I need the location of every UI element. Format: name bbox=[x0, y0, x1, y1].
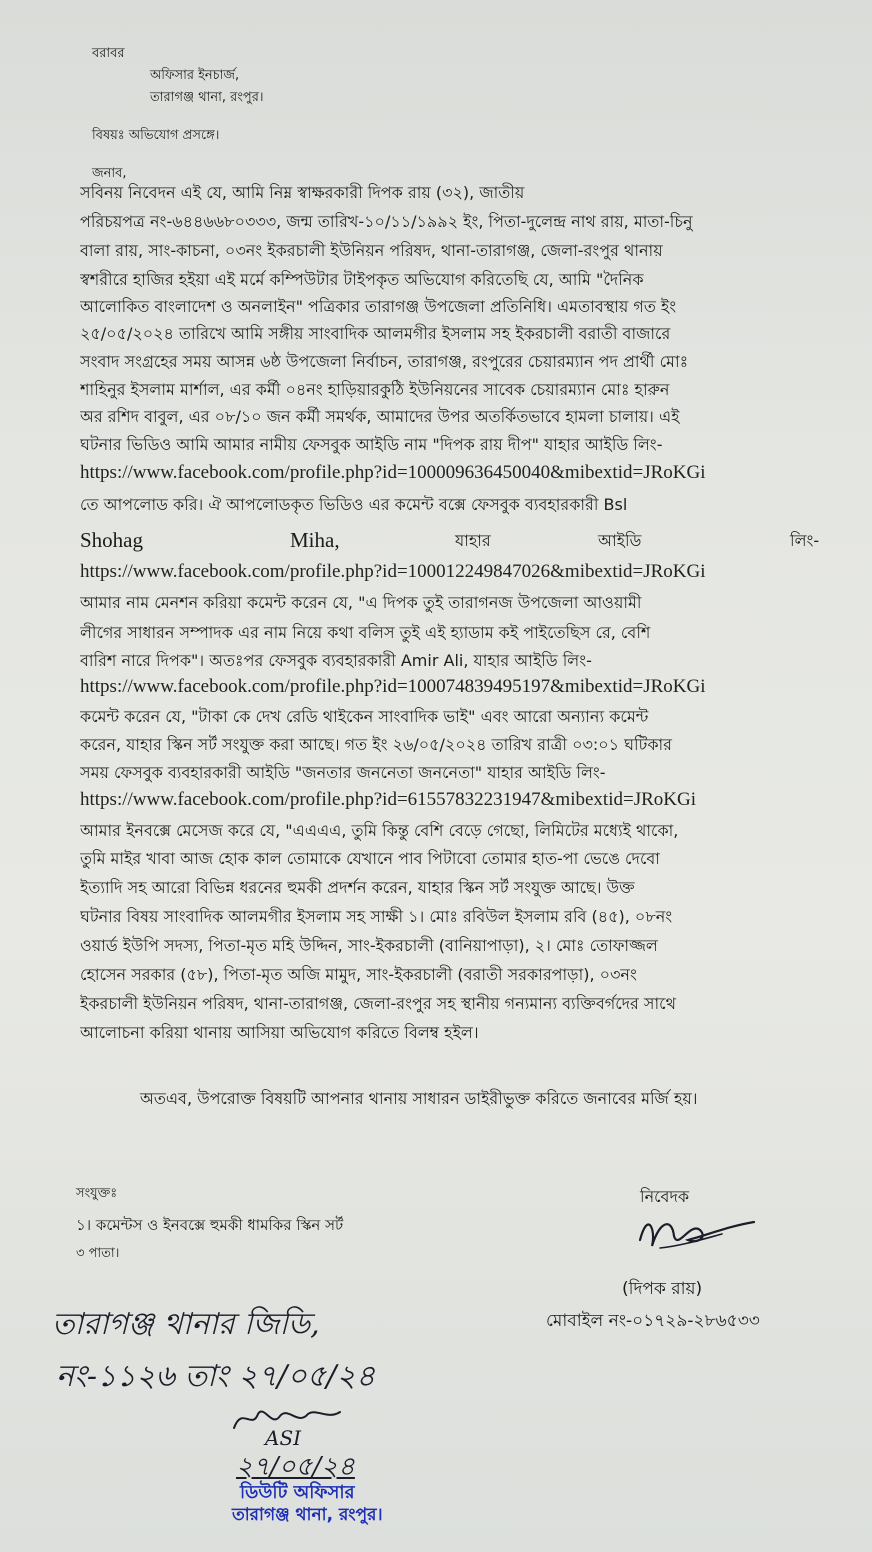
body-line: আলোচনা করিয়া থানায় আসিয়া অভিযোগ করিতে বিলম্ব হইল। bbox=[80, 1023, 479, 1042]
body-line: ঘটনার বিষয় সাংবাদিক আলমগীর ইসলাম সহ সাক্ষী ১। মোঃ রবিউল ইসলাম রবি (৪৫), ০৮নং bbox=[80, 907, 673, 926]
body-line: স্বশরীরে হাজির হইয়া এই মর্মে কম্পিউটার টাইপকৃত অভিযোগ করিতেছি যে, আমি "দৈনিক bbox=[80, 270, 644, 289]
body-word: যাহার bbox=[455, 531, 491, 550]
stamp-line2: তারাগঞ্জ থানা, রংপুর। bbox=[232, 1505, 383, 1525]
attachment-pages: ৩ পাতা। bbox=[76, 1246, 120, 1261]
body-line: পরিচয়পত্র নং-৬৪৪৬৬৮০৩৩৩, জন্ম তারিখ-১০/১১/১৯৯২ ইং, পিতা-দুলেন্দ্র নাথ রায়, মাতা-চিনু bbox=[80, 212, 693, 231]
mobile-number: মোবাইল নং-০১৭২৯-২৮৬৫৩৩ bbox=[546, 1311, 760, 1331]
station: তারাগঞ্জ থানা, রংপুর। bbox=[150, 90, 264, 105]
stamp-line1: ডিউটি অফিসার bbox=[240, 1482, 355, 1503]
body-line: সবিনয় নিবেদন এই যে, আমি নিম্ন স্বাক্ষরকারী দিপক রায় (৩২), জাতীয় bbox=[80, 183, 525, 202]
attachment-item: ১। কমেন্টস ও ইনবক্সে হুমকী ধামকির স্কিন সর্ট bbox=[76, 1216, 344, 1234]
body-line: আলোকিত বাংলাদেশ ও অনলাইন" পত্রিকার তারাগঞ্জ উপজেলা প্রতিনিধি। এমতাবস্থায় গত ইং bbox=[80, 297, 677, 316]
facebook-url-1: https://www.facebook.com/profile.php?id=100009636450040&mibextid=JRoKGi bbox=[80, 462, 706, 483]
attachments-heading: সংযুক্তঃ bbox=[76, 1186, 118, 1201]
shohag-name: Shohag bbox=[80, 528, 143, 552]
body-line: বারিশ নারে দিপক"। অতঃপর ফেসবুক ব্যবহারকারী Amir Ali, যাহার আইডি লিং- bbox=[80, 651, 592, 670]
signature-mark bbox=[630, 1200, 760, 1260]
closing-request: অতএব, উপরোক্ত বিষয়টি আপনার থানায় সাধারন ডাইরীভুক্ত করিতে জনাবের মর্জি হয়। bbox=[140, 1089, 698, 1108]
body-line: ২৫/০৫/২০২৪ তারিখে আমি সঙ্গীয় সাংবাদিক আলমগীর ইসলাম সহ ইকরচালী বরাতী বাজারে bbox=[80, 324, 671, 343]
handwritten-gd-line2: নং-১১২৬ তাং ২৭/০৫/২৪ bbox=[56, 1359, 376, 1394]
facebook-url-4: https://www.facebook.com/profile.php?id=61557832231947&mibextid=JRoKGi bbox=[80, 789, 696, 810]
body-line: অর রশিদ বাবুল, এর ০৮/১০ জন কর্মী সমর্থক, আমাদের উপর অতর্কিতভাবে হামলা চালায়। এই bbox=[80, 407, 680, 426]
complainant-name: (দিপক রায়) bbox=[622, 1279, 703, 1299]
body-line: ইকরচালী ইউনিয়ন পরিষদ, থানা-তারাগঞ্জ, জেলা-রংপুর সহ স্থানীয় গন্যমান্য ব্যক্তিবর্গদের সাথে bbox=[80, 994, 676, 1013]
body-line: ইত্যাদি সহ আরো বিভিন্ন ধরনের হুমকী প্রদর্শন করেন, যাহার স্কিন সর্ট সংযুক্ত আছে। উক্ত bbox=[80, 878, 635, 897]
handwritten-date: ২৭/০৫/২৪ bbox=[236, 1452, 355, 1482]
addressee: অফিসার ইনচার্জ, bbox=[150, 68, 240, 83]
body-line: তে আপলোড করি। ঐ আপলোডকৃত ভিডিও এর কমেন্ট বক্সে ফেসবুক ব্যবহারকারী Bsl bbox=[80, 495, 628, 514]
greeting: জনাব, bbox=[92, 166, 127, 181]
body-word: লিং- bbox=[790, 531, 820, 550]
body-line: কমেন্ট করেন যে, "টাকা কে দেখ রেডি থাইকেন সাংবাদিক ভাই" এবং আরো অন্যান্য কমেন্ট bbox=[80, 707, 649, 726]
body-line: হোসেন সরকার (৫৮), পিতা-মৃত অজি মামুদ, সাং-ইকরচালী (বরাতী সরকারপাড়া), ০৩নং bbox=[80, 965, 637, 984]
body-line: আমার নাম মেনশন করিয়া কমেন্ট করেন যে, "এ দিপক তুই তারাগনজ উপজেলা আওয়ামী bbox=[80, 593, 642, 612]
facebook-url-2: https://www.facebook.com/profile.php?id=100012249847026&mibextid=JRoKGi bbox=[80, 561, 706, 582]
body-line: লীগের সাধারন সম্পাদক এর নাম নিয়ে কথা বলিস তুই এই হ্যাডাম কই পাইতেছিস রে, বেশি bbox=[80, 623, 651, 642]
body-word: আইডি bbox=[598, 531, 642, 550]
handwritten-initials: ASI bbox=[265, 1426, 302, 1450]
shohag-surname: Miha, bbox=[290, 528, 340, 552]
body-line: আমার ইনবক্সে মেসেজ করে যে, "এএএএ, তুমি কিন্তু বেশি বেড়ে গেছো, লিমিটের মধ্যেই থাকো, bbox=[80, 821, 679, 840]
body-line: বালা রায়, সাং-কাচনা, ০৩নং ইকরচালী ইউনিয়ন পরিষদ, থানা-তারাগঞ্জ, জেলা-রংপুর থানায় bbox=[80, 241, 663, 260]
signature-label: নিবেদক bbox=[640, 1187, 690, 1206]
body-line: সংবাদ সংগ্রহের সময় আসন্ন ৬ষ্ঠ উপজেলা নির্বাচন, তারাগঞ্জ, রংপুরের চেয়ারম্যান পদ প্রার্থী মোঃ bbox=[80, 352, 689, 371]
body-line: তুমি মাইর খাবা আজ হোক কাল তোমাকে যেখানে পাব পিটাবো তোমার হাত-পা ভেঙে দেবো bbox=[80, 849, 660, 868]
handwritten-gd-line1: তারাগঞ্জ থানার জিডি, bbox=[52, 1307, 320, 1342]
salutation: বরাবর bbox=[92, 46, 125, 61]
body-line: শাহিনুর ইসলাম মার্শাল, এর কর্মী ০৪নং হাড়িয়ারকুঠি ইউনিয়নের সাবেক চেয়ারম্যান মোঃ হারুন bbox=[80, 380, 670, 399]
body-line: সময় ফেসবুক ব্যবহারকারী আইডি "জনতার জননেতা জননেতা" যাহার আইডি লিং- bbox=[80, 763, 606, 782]
body-line: করেন, যাহার স্কিন সর্ট সংযুক্ত করা আছে। গত ইং ২৬/০৫/২০২৪ তারিখ রাত্রী ০৩:০১ ঘটিকার bbox=[80, 735, 672, 754]
body-line: ওয়ার্ড ইউপি সদস্য, পিতা-মৃত মহি উদ্দিন, সাং-ইকরচালী (বানিয়াপাড়া), ২। মোঃ তোফাজ্জল bbox=[80, 936, 658, 955]
body-line: ঘটনার ভিডিও আমি আমার নামীয় ফেসবুক আইডি নাম "দিপক রায় দীপ" যাহার আইডি লিং- bbox=[80, 435, 663, 454]
subject: বিষয়ঃ অভিযোগ প্রসঙ্গে। bbox=[92, 128, 220, 143]
facebook-url-3: https://www.facebook.com/profile.php?id=100074839495197&mibextid=JRoKGi bbox=[80, 676, 706, 697]
